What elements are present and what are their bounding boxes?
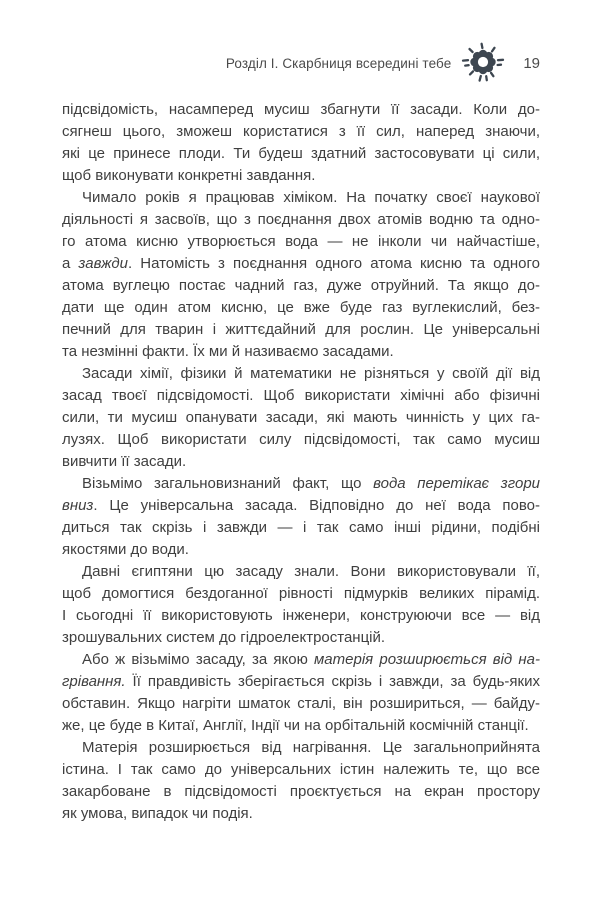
text-line <box>62 385 540 407</box>
text-line <box>62 539 540 561</box>
text-run: дати ще один атом кисню, це вже буде газ вуглекислий, без- <box>62 299 540 316</box>
text-line <box>62 715 540 737</box>
text-line <box>62 275 540 297</box>
text-run: Її правдивість зберігається скрізь і завжди, за будь-яких <box>125 673 540 690</box>
text-run: Візьмімо загальновизнаний факт, що <box>82 475 374 492</box>
text-line <box>62 143 540 165</box>
sun-icon <box>461 41 505 85</box>
text-line <box>62 627 540 649</box>
text-run: обставин. Якщо нагріти шматок сталі, він розшириться, — байду- <box>62 695 540 712</box>
text-line <box>62 781 540 803</box>
text-run: . Натомість з поєднання одного атома кисню та одного <box>128 255 540 272</box>
paragraph <box>62 473 540 561</box>
text-line <box>62 605 540 627</box>
paragraph <box>62 363 540 473</box>
text-run: та незмінні факти. Їх ми й називаємо засадами. <box>62 343 394 360</box>
text-line <box>62 165 540 187</box>
paragraph <box>62 561 540 649</box>
text-run: Матерія розширюється від нагрівання. Це загальноприйнята <box>82 739 540 756</box>
text-run: діяльності я засвоїв, що з поєднання двох атомів водню та одно- <box>62 211 540 228</box>
text-line <box>62 561 540 583</box>
page-content <box>62 99 540 825</box>
page-header <box>62 0 540 86</box>
text-run: диться так скрізь і завжди — і так само інші рідини, подібні <box>62 519 540 536</box>
italic-text-run: завжди <box>78 255 129 272</box>
italic-text-run: матерія розширюється від на- <box>314 651 540 668</box>
text-line <box>62 231 540 253</box>
text-line <box>62 187 540 209</box>
text-run: щоб домогтися бездоганної рівності підмурків великих пірамід. <box>62 585 540 602</box>
text-line <box>62 429 540 451</box>
text-run: сягнеш цього, зможеш користатися з її сил, наперед знаючи, <box>62 123 540 140</box>
text-run: підсвідомість, насамперед мусиш збагнути її засади. Коли до- <box>62 101 540 118</box>
text-run: засад твоєї підсвідомості. Щоб використати хімічні або фізичні <box>62 387 540 404</box>
text-line <box>62 363 540 385</box>
text-line <box>62 583 540 605</box>
text-line <box>62 759 540 781</box>
text-line <box>62 121 540 143</box>
text-line <box>62 473 540 495</box>
text-line <box>62 649 540 671</box>
text-run: лузях. Щоб використати силу підсвідомості, так само мусиш <box>62 431 540 448</box>
italic-text-run: вниз <box>62 497 94 514</box>
text-line <box>62 319 540 341</box>
italic-text-run: вода перетікає згори <box>373 475 540 492</box>
text-line <box>62 517 540 539</box>
text-run: як умова, випадок чи подія. <box>62 805 253 822</box>
text-line <box>62 341 540 363</box>
text-line <box>62 803 540 825</box>
page-number: 19 <box>523 54 540 72</box>
chapter-title: Розділ І. Скарбниця всередині тебе <box>225 55 452 71</box>
text-line <box>62 693 540 715</box>
text-run: . Це універсальна засада. Відповідно до неї вода пово- <box>93 497 540 514</box>
text-line <box>62 451 540 473</box>
text-run: Давні єгиптяни цю засаду знали. Вони використовували її, <box>82 563 540 580</box>
text-run: І сьогодні її використовують інженери, конструюючи все — від <box>62 607 540 624</box>
text-line <box>62 671 540 693</box>
text-line <box>62 297 540 319</box>
text-run: же, це буде в Китаї, Англії, Індії чи на орбітальній космічній станції. <box>62 717 529 734</box>
text-run: зрошувальних систем до гідроелектростанцій. <box>62 629 386 646</box>
text-run: Чимало років я працював хіміком. На початку своєї наукової <box>82 189 540 206</box>
text-line <box>62 99 540 121</box>
text-run: атома вуглецю постає чадний газ, дуже отруйний. Та якщо до- <box>62 277 540 294</box>
text-line <box>62 407 540 429</box>
paragraph <box>62 737 540 825</box>
text-run: а <box>62 255 79 272</box>
text-line <box>62 737 540 759</box>
text-line <box>62 495 540 517</box>
text-run: Або ж візьмімо засаду, за якою <box>82 651 315 668</box>
text-run: закарбоване в підсвідомості проєктується на екран простору <box>62 783 540 800</box>
text-line <box>62 253 540 275</box>
text-run: якостями до води. <box>62 541 189 558</box>
paragraph <box>62 649 540 737</box>
text-run: щоб виконувати конкретні завдання. <box>62 167 316 184</box>
paragraph <box>62 99 540 187</box>
text-run: Засади хімії, фізики й математики не різняться у своїй дії від <box>82 365 540 382</box>
text-run: вивчити її засади. <box>62 453 187 470</box>
sun-center-hole <box>478 57 488 67</box>
paragraph <box>62 187 540 363</box>
text-run: які це принесе плоди. Ти будеш здатний застосовувати ці сили, <box>62 145 540 162</box>
text-run: го атома кисню утворюється вода — не інколи чи найчастіше, <box>62 233 540 250</box>
text-line <box>62 209 540 231</box>
text-run: печний для тварин і життєдайний для рослин. Це універсальні <box>62 321 540 338</box>
text-run: істина. І так само до універсальних істин належить те, що все <box>62 761 540 778</box>
italic-text-run: грівання. <box>62 673 126 690</box>
text-run: сили, ти мусиш опанувати засади, які мають чинність у цих га- <box>62 409 540 426</box>
